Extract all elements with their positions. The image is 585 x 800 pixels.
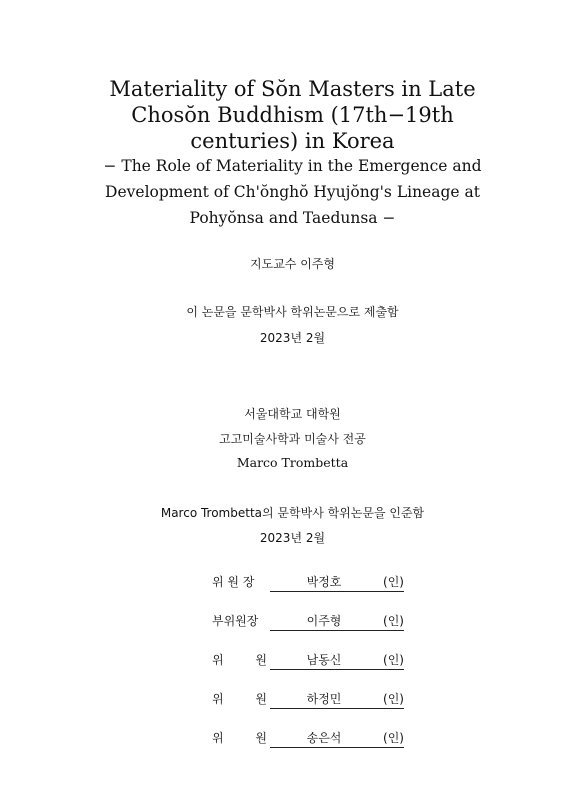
seal-mark: (인) <box>378 729 404 748</box>
university-name: 서울대학교 대학원 <box>244 407 341 421</box>
committee-role: 위 원 <box>212 731 267 745</box>
subtitle-line-1: − The Role of Materiality in the Emergence and <box>103 157 482 175</box>
committee-row-chair <box>212 573 412 593</box>
subtitle-line-2: Development of Ch'ŏnghŏ Hyujŏng's Lineage at <box>105 183 480 201</box>
title-line-1: Materiality of Sŏn Masters in Late <box>109 77 476 101</box>
seal-mark: (인) <box>378 573 404 592</box>
submission-date: 2023년 2월 <box>259 331 326 345</box>
title-line-2: Chosŏn Buddhism (17th−19th <box>131 103 454 127</box>
committee-role: 위 원 <box>212 692 267 706</box>
committee-role: 위 원 <box>212 653 267 667</box>
seal-mark: (인) <box>378 690 404 709</box>
committee-row-member <box>212 690 412 710</box>
committee-member-name: 하정민 <box>270 690 378 709</box>
author-name: Marco Trombetta <box>236 455 349 470</box>
approval-date: 2023년 2월 <box>259 531 326 545</box>
committee-row-member <box>212 729 412 749</box>
committee-member-name: 이주형 <box>270 612 378 631</box>
committee-member-name: 송은석 <box>270 729 378 748</box>
committee-row-vice-chair <box>212 612 412 632</box>
seal-mark: (인) <box>378 651 404 670</box>
title-line-3: centuries) in Korea <box>190 129 395 153</box>
submission-statement: 이 논문을 문학박사 학위논문으로 제출함 <box>186 305 399 319</box>
advisor-line: 지도교수 이주형 <box>250 257 335 271</box>
approval-statement: Marco Trombetta의 문학박사 학위논문을 인준함 <box>160 506 425 520</box>
seal-mark: (인) <box>378 612 404 631</box>
committee-member-name: 박정호 <box>270 573 378 592</box>
committee-member-name: 남동신 <box>270 651 378 670</box>
department-name: 고고미술사학과 미술사 전공 <box>219 432 366 446</box>
committee-row-member <box>212 651 412 671</box>
committee-role: 부위원장 <box>212 614 259 628</box>
committee-role: 위 원 장 <box>212 575 255 589</box>
subtitle-line-3: Pohyŏnsa and Taedunsa − <box>189 209 396 227</box>
